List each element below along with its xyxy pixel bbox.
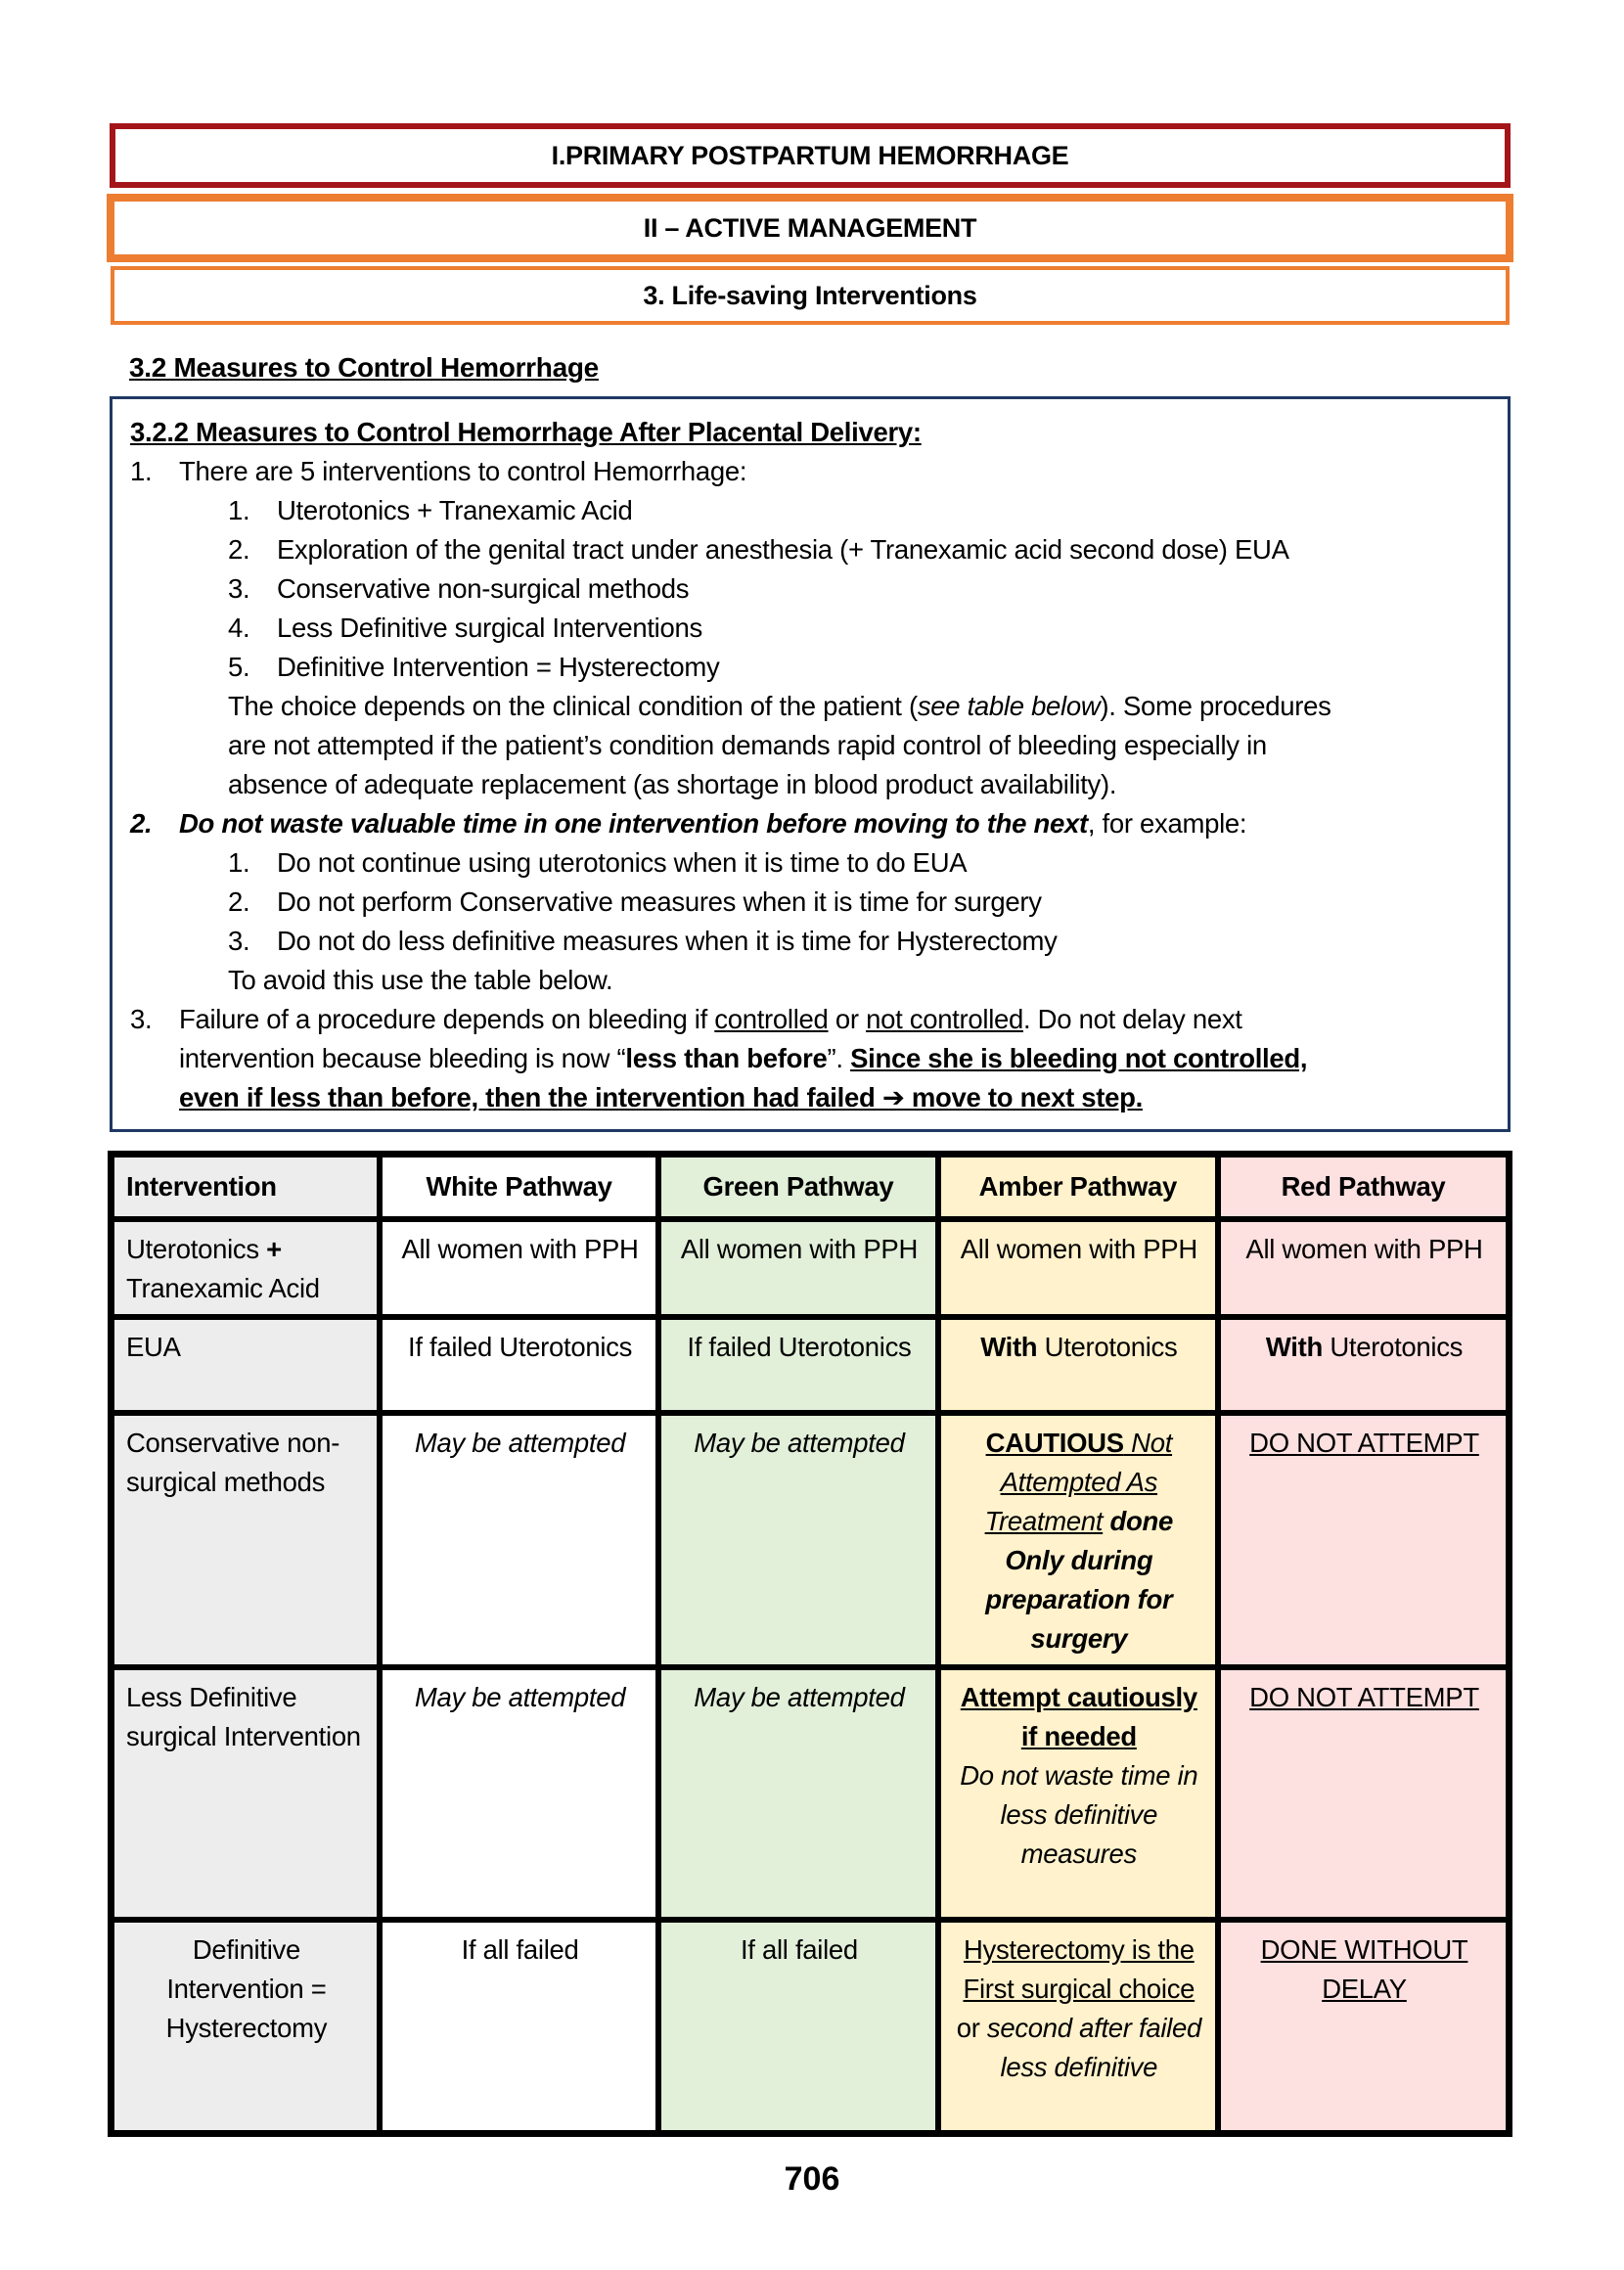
header-green-pathway: Green Pathway	[658, 1155, 937, 1220]
table-row	[112, 1317, 1510, 1413]
measures-text-box	[110, 396, 1511, 1132]
table-row	[112, 1219, 1510, 1317]
cell-white: If failed Uterotonics	[380, 1317, 658, 1413]
list-item: 2. Exploration of the genital tract under anesthesia (+ Tranexamic acid second dose) EUA	[228, 534, 1289, 565]
choice-note: absence of adequate replacement (as shortage in blood product availability).	[228, 769, 1117, 799]
pathway-table	[108, 1151, 1512, 2137]
cell-red: DO NOT ATTEMPT	[1218, 1667, 1509, 1920]
header-white-pathway: White Pathway	[380, 1155, 658, 1220]
table-header-row	[112, 1155, 1510, 1220]
table-row	[112, 1667, 1510, 1920]
cell-amber: Hysterectomy is the First surgical choice or second after failed less definitive	[938, 1920, 1218, 2133]
cell-intervention: Conservative non-surgical methods	[112, 1413, 380, 1667]
table-note: To avoid this use the table below.	[228, 965, 613, 995]
page-number: 706	[784, 2160, 840, 2198]
list-item-continued: intervention because bleeding is now “less than before”. Since she is bleeding not controlled,	[179, 1043, 1308, 1073]
cell-amber: With Uterotonics	[938, 1317, 1218, 1413]
cell-white: If all failed	[380, 1920, 658, 2133]
choice-note: are not attempted if the patient’s condition demands rapid control of bleeding especially in	[228, 730, 1267, 760]
cell-white: May be attempted	[380, 1413, 658, 1667]
list-item: 4. Less Definitive surgical Interventions	[228, 613, 702, 643]
header-intervention: Intervention	[112, 1155, 380, 1220]
list-item: 3. Failure of a procedure depends on bleeding if controlled or not controlled. Do not delay next	[130, 1004, 1242, 1034]
cell-white: May be attempted	[380, 1667, 658, 1920]
cell-red: DONE WITHOUT DELAY	[1218, 1920, 1509, 2133]
cell-intervention: Uterotonics + Tranexamic Acid	[112, 1219, 380, 1317]
table-row	[112, 1920, 1510, 2133]
header-amber-pathway: Amber Pathway	[938, 1155, 1218, 1220]
section-title-banner	[107, 194, 1513, 262]
emphasis-line: even if less than before, then the intervention had failed ➔ move to next step.	[179, 1082, 1143, 1112]
section-heading: 3.2 Measures to Control Hemorrhage	[129, 352, 599, 383]
cell-green: May be attempted	[658, 1413, 937, 1667]
choice-note: The choice depends on the clinical condition of the patient (see table below). Some procedures	[228, 691, 1331, 721]
chapter-title: I.PRIMARY POSTPARTUM HEMORRHAGE	[551, 140, 1069, 170]
list-item: 1. Uterotonics + Tranexamic Acid	[228, 495, 633, 525]
chapter-title-banner	[110, 123, 1511, 188]
cell-amber: All women with PPH	[938, 1219, 1218, 1317]
box-sub-heading: 3.2.2 Measures to Control Hemorrhage After Placental Delivery:	[130, 417, 922, 447]
subsection-title-banner	[111, 266, 1510, 325]
table-row	[112, 1413, 1510, 1667]
cell-white: All women with PPH	[380, 1219, 658, 1317]
cell-intervention: Less Definitive surgical Intervention	[112, 1667, 380, 1920]
cell-intervention: EUA	[112, 1317, 380, 1413]
cell-red: With Uterotonics	[1218, 1317, 1509, 1413]
list-item: 1. Do not continue using uterotonics when it is time to do EUA	[228, 847, 968, 878]
cell-green: If all failed	[658, 1920, 937, 2133]
list-item: 2. Do not waste valuable time in one intervention before moving to the next, for example:	[130, 808, 1247, 839]
cell-green: May be attempted	[658, 1667, 937, 1920]
cell-intervention: Definitive Intervention = Hysterectomy	[112, 1920, 380, 2133]
list-item: 3. Do not do less definitive measures when it is time for Hysterectomy	[228, 926, 1058, 956]
subsection-title: 3. Life-saving Interventions	[643, 280, 977, 310]
section-title: II – ACTIVE MANAGEMENT	[643, 212, 977, 243]
header-red-pathway: Red Pathway	[1218, 1155, 1509, 1220]
list-item: 1. There are 5 interventions to control Hemorrhage:	[130, 456, 747, 486]
cell-green: If failed Uterotonics	[658, 1317, 937, 1413]
cell-amber: CAUTIOUS Not Attempted As Treatment done Only during preparation for surgery	[938, 1413, 1218, 1667]
cell-red: All women with PPH	[1218, 1219, 1509, 1317]
list-item: 5. Definitive Intervention = Hysterectomy	[228, 652, 720, 682]
list-item: 3. Conservative non-surgical methods	[228, 573, 690, 604]
list-item: 2. Do not perform Conservative measures when it is time for surgery	[228, 886, 1042, 917]
cell-amber: Attempt cautiously if needed Do not waste time in less definitive measures	[938, 1667, 1218, 1920]
cell-green: All women with PPH	[658, 1219, 937, 1317]
cell-red: DO NOT ATTEMPT	[1218, 1413, 1509, 1667]
